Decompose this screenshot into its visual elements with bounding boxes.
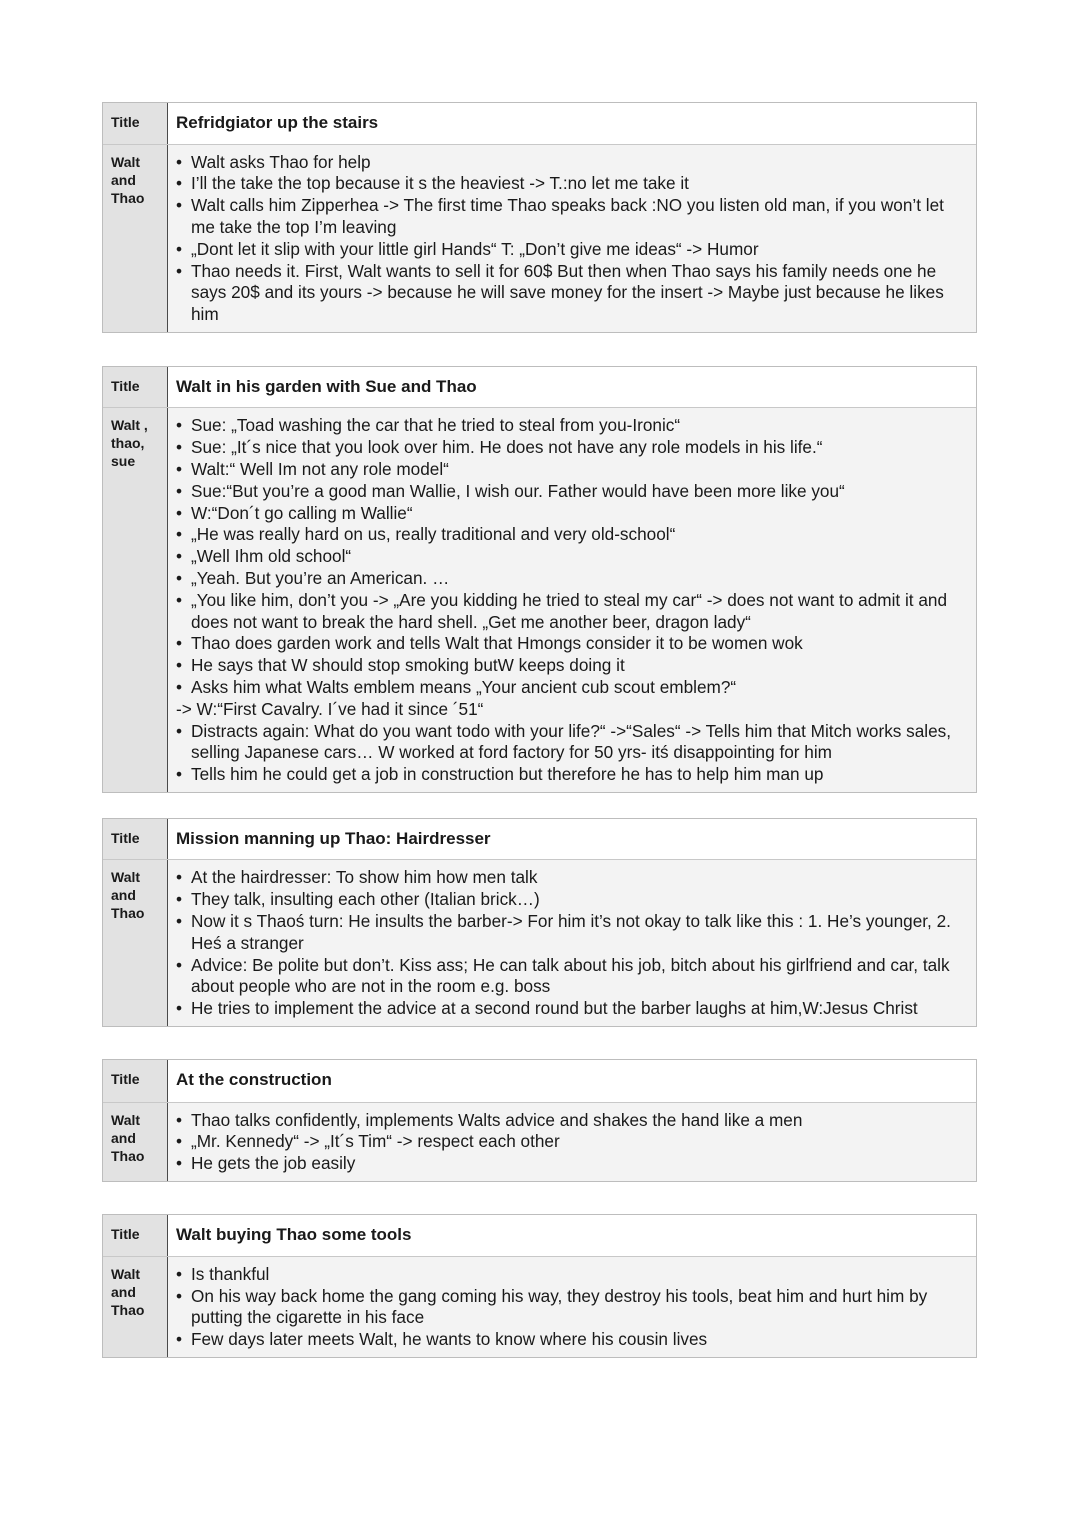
section-title: Refridgiator up the stairs (168, 103, 976, 144)
list-item: • Sue: „It´s nice that you look over him. He does not have any role models in his life.“ (176, 437, 968, 459)
section-title: Walt buying Thao some tools (168, 1215, 976, 1256)
section-body-row (103, 860, 976, 1026)
characters-label: Walt , thao, sue (103, 408, 168, 792)
characters-label: Walt and Thao (103, 145, 168, 332)
notes-cell (168, 860, 976, 1026)
section-title: At the construction (168, 1060, 976, 1102)
section-title: Mission manning up Thao: Hairdresser (168, 819, 976, 859)
section-title-row (103, 103, 976, 145)
list-item: • „He was really hard on us, really traditional and very old-school“ (176, 524, 968, 546)
list-item: • He says that W should stop smoking butW keeps doing it (176, 655, 968, 677)
characters-label: Walt and Thao (103, 860, 168, 1026)
list-item: • Thao needs it. First, Walt wants to sell it for 60$ But then when Thao says his family needs one he says 20$ and its yours -> because he will save money for the insert -> Maybe just because he likes him (176, 261, 968, 326)
list-item: • Walt asks Thao for help (176, 152, 968, 174)
list-item: • On his way back home the gang coming his way, they destroy his tools, beat him and hurt him by putting the cigarette in his face (176, 1286, 968, 1330)
list-item: • He tries to implement the advice at a second round but the barber laughs at him,W:Jesus Christ (176, 998, 968, 1020)
list-item: • They talk, insulting each other (Italian brick…) (176, 889, 968, 911)
list-item: • Thao talks confidently, implements Walts advice and shakes the hand like a men (176, 1110, 968, 1132)
section-title: Walt in his garden with Sue and Thao (168, 367, 976, 407)
section-refrigerator (102, 102, 977, 333)
list-item: • Walt:“ Well Im not any role model“ (176, 459, 968, 481)
notes-cell (168, 145, 976, 332)
title-label: Title (103, 1215, 168, 1256)
list-item: • „Mr. Kennedy“ -> „It´s Tim“ -> respect each other (176, 1131, 968, 1153)
characters-label: Walt and Thao (103, 1103, 168, 1181)
section-body-row (103, 1103, 976, 1181)
section-title-row (103, 1215, 976, 1257)
list-item: • Few days later meets Walt, he wants to know where his cousin lives (176, 1329, 968, 1351)
list-item: • I’ll the take the top because it s the heaviest -> T.:no let me take it (176, 173, 968, 195)
list-item: • Sue:“But you’re a good man Wallie, I wish our. Father would have been more like you“ (176, 481, 968, 503)
title-label: Title (103, 103, 168, 144)
list-item: • Distracts again: What do you want todo with your life?“ ->“Sales“ -> Tells him that Mitch works sales, selling Japanese cars… W worked at ford factory for 50 yrs- itś disappointing for him (176, 721, 968, 765)
section-body-row (103, 145, 976, 332)
notes-cell (168, 1103, 976, 1181)
list-item: • „Dont let it slip with your little girl Hands“ T: „Don’t give me ideas“ -> Humor (176, 239, 968, 261)
list-item: • Thao does garden work and tells Walt that Hmongs consider it to be women wok (176, 633, 968, 655)
characters-label: Walt and Thao (103, 1257, 168, 1357)
list-item: • Is thankful (176, 1264, 968, 1286)
notes-list (176, 867, 968, 1020)
list-item: • He gets the job easily (176, 1153, 968, 1175)
section-title-row (103, 819, 976, 860)
section-garden (102, 366, 977, 793)
title-label: Title (103, 367, 168, 407)
notes-cell (168, 1257, 976, 1357)
notes-cell (168, 408, 976, 792)
notes-list (176, 1264, 968, 1351)
section-tools (102, 1214, 977, 1358)
list-item: • Tells him he could get a job in construction but therefore he has to help him man up (176, 764, 968, 786)
list-item: • „You like him, don’t you -> „Are you kidding he tried to steal my car“ -> does not want to admit it and does not want to break the hard shell. „Get me another beer, dragon lady“ (176, 590, 968, 634)
section-body-row (103, 1257, 976, 1357)
title-label: Title (103, 819, 168, 859)
list-item: -> W:“First Cavalry. I´ve had it since ´51“ (176, 698, 484, 719)
list-item: • Asks him what Walts emblem means „Your ancient cub scout emblem?“ (176, 677, 968, 699)
list-item: • „Yeah. But you’re an American. … (176, 568, 968, 590)
section-hairdresser (102, 818, 977, 1027)
list-item: • „Well Ihm old school“ (176, 546, 968, 568)
list-item: • At the hairdresser: To show him how men talk (176, 867, 968, 889)
notes-list (176, 415, 968, 786)
section-construction (102, 1059, 977, 1182)
list-item: • Walt calls him Zipperhea -> The first time Thao speaks back :NO you listen old man, if you won’t let me take the top I’m leaving (176, 195, 968, 239)
title-label: Title (103, 1060, 168, 1102)
notes-list (176, 152, 968, 326)
section-title-row (103, 1060, 976, 1103)
section-body-row (103, 408, 976, 792)
list-item: • Advice: Be polite but don’t. Kiss ass; He can talk about his job, bitch about his girlfriend and car, talk about people who are not in the room e.g. boss (176, 955, 968, 999)
section-title-row (103, 367, 976, 408)
notes-list (176, 1110, 968, 1175)
list-item: • Now it s Thaoś turn: He insults the barber-> For him it’s not okay to talk like this : 1. He’s younger, 2. Heś a stranger (176, 911, 968, 955)
list-item: • Sue: „Toad washing the car that he tried to steal from you-Ironic“ (176, 415, 968, 437)
list-item: • W:“Don´t go calling m Wallie“ (176, 503, 968, 525)
